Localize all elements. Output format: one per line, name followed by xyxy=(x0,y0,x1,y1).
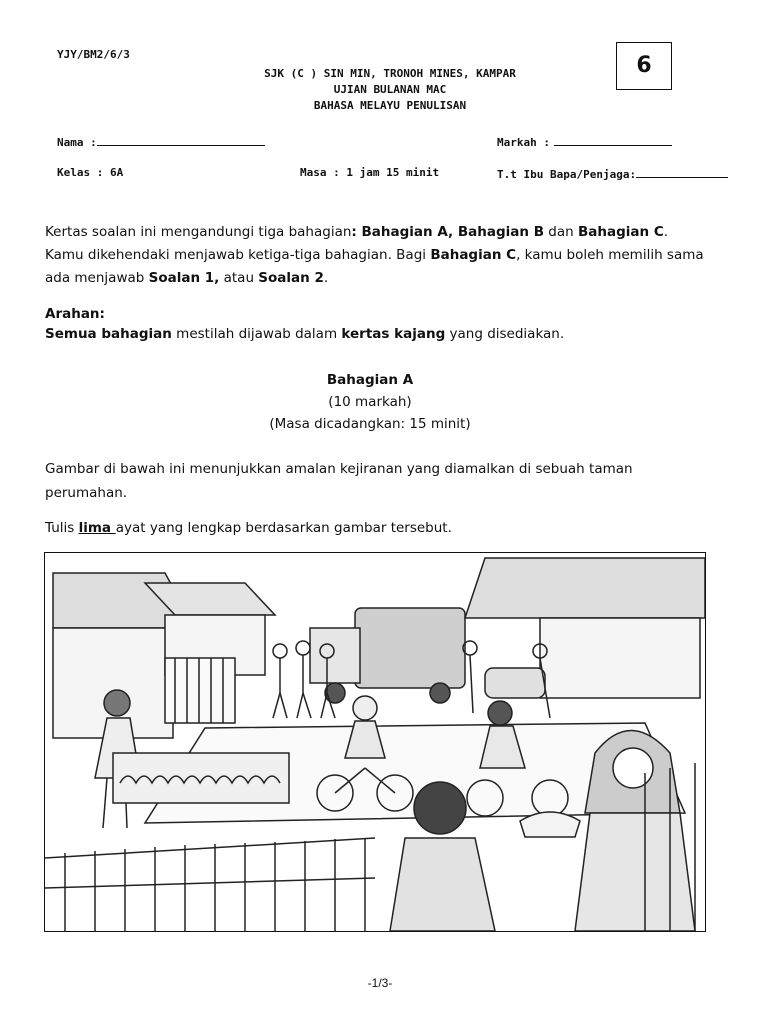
nama-blank[interactable] xyxy=(97,134,265,146)
intro-text-2: dan xyxy=(544,224,578,240)
masa-label: Masa : 1 jam 15 minit xyxy=(300,166,440,179)
instructions-block xyxy=(45,304,705,344)
illustration-drawing xyxy=(45,553,705,931)
intro-text-3: . Kamu dikehendaki menjawab ketiga-tiga bahagian. Bagi xyxy=(45,224,669,263)
intro-bold-soalan1: Soalan 1, xyxy=(148,270,220,286)
instruction-text-2: ayat yang lengkap berdasarkan gambar tersebut. xyxy=(115,520,452,536)
exam-title: UJIAN BULANAN MAC xyxy=(333,83,447,96)
instruction-underlined-lima: lima xyxy=(78,520,116,536)
intro-text-6: . xyxy=(323,270,329,286)
picture-description: Gambar di bawah ini menunjukkan amalan kejiranan yang diamalkan di sebuah taman perumahan. xyxy=(45,461,633,501)
arahan-bold-2: kertas kajang xyxy=(341,326,446,342)
markah-label: Markah : xyxy=(497,136,550,149)
subject-title: BAHASA MELAYU PENULISAN xyxy=(313,99,467,112)
document-code: YJY/BM2/6/3 xyxy=(57,48,130,61)
section-heading xyxy=(220,369,520,435)
nama-field[interactable] xyxy=(57,134,265,149)
parent-signature-label: T.t Ibu Bapa/Penjaga: xyxy=(497,168,637,181)
right-house-roof xyxy=(465,558,705,618)
nama-label: Nama : xyxy=(57,136,97,149)
intro-text-4: , kamu boleh memilih sama ada menjawab xyxy=(45,247,704,286)
intro-bold-soalan2: Soalan 2 xyxy=(258,270,324,286)
intro-text-5: atau xyxy=(219,270,259,286)
section-time: (Masa dicadangkan: 15 minit) xyxy=(269,416,471,432)
instruction-text-1: Tulis xyxy=(45,520,79,536)
school-name: SJK (C ) SIN MIN, TRONOH MINES, KAMPAR xyxy=(264,67,516,80)
page-number-box: 6 xyxy=(616,42,672,90)
right-house-wall xyxy=(540,618,700,698)
school-header xyxy=(220,66,560,114)
arahan-text-2: yang disediakan. xyxy=(445,326,565,342)
page-footer: -1/3- xyxy=(367,976,393,990)
parent-signature-blank[interactable] xyxy=(636,166,728,178)
intro-bold-c2: Bahagian C xyxy=(430,247,517,263)
parent-signature-field[interactable] xyxy=(497,166,728,181)
intro-bold-c: Bahagian C xyxy=(578,224,664,240)
intro-paragraph xyxy=(45,221,705,290)
intro-text-1: Kertas soalan ini mengandungi tiga bahagian xyxy=(45,224,352,240)
section-marks: (10 markah) xyxy=(328,394,412,410)
arahan-title: Arahan: xyxy=(45,306,105,322)
intro-bold-sections: : Bahagian A, Bahagian B xyxy=(351,224,545,240)
arahan-text-1: mestilah dijawab dalam xyxy=(171,326,342,342)
left-gate xyxy=(165,658,235,723)
markah-field[interactable] xyxy=(497,134,672,149)
kelas-label: Kelas : 6A xyxy=(57,166,124,179)
section-title: Bahagian A xyxy=(326,372,414,388)
markah-blank[interactable] xyxy=(554,134,672,146)
neighbourhood-illustration xyxy=(44,552,706,932)
neighbour-in-headscarf xyxy=(575,731,695,932)
writing-instruction xyxy=(45,517,705,540)
arahan-bold-1: Semua bahagian xyxy=(45,326,172,342)
